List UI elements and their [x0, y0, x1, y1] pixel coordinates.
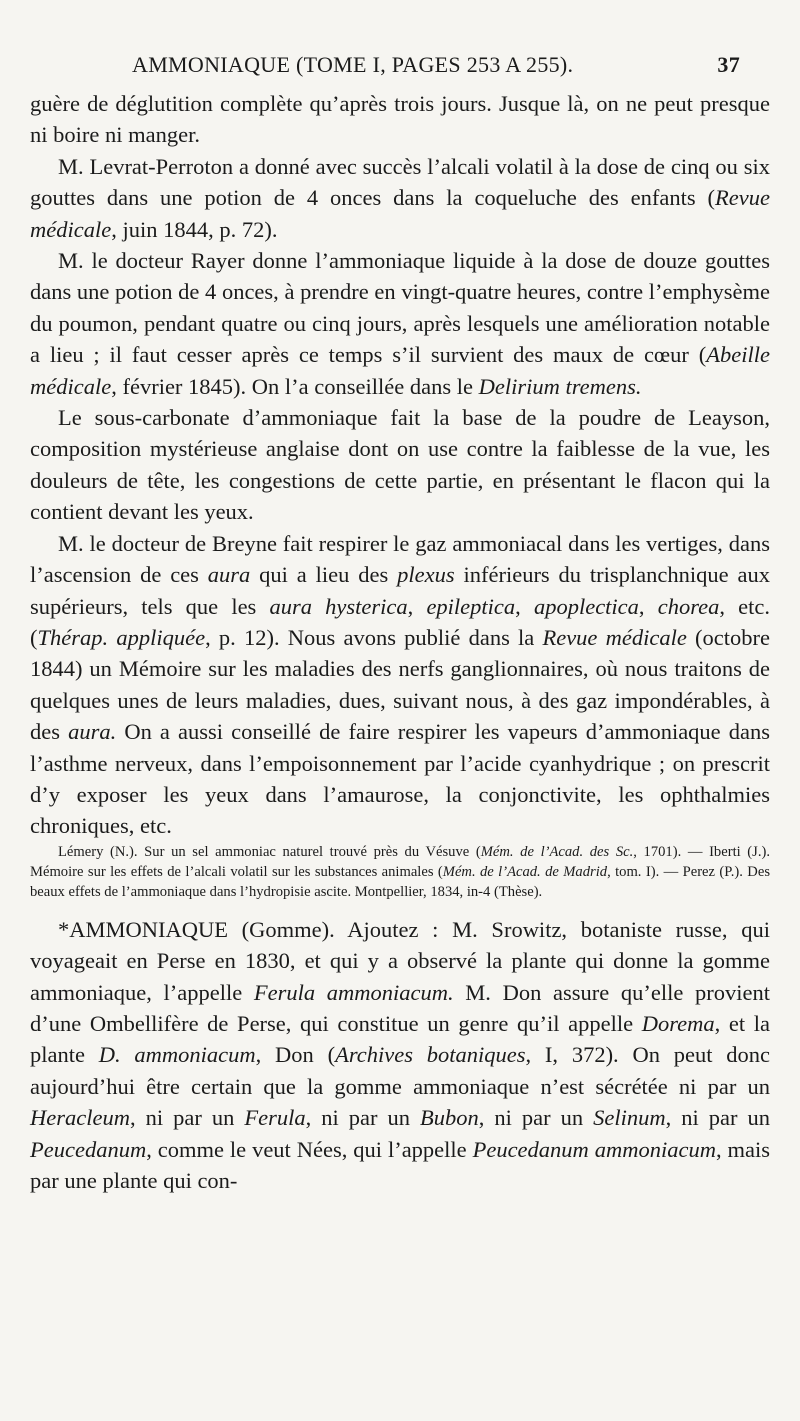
paragraph-de-breyne	[30, 528, 770, 842]
text-run: , p. 12). Nous avons publié dans la	[205, 624, 543, 650]
page-body	[30, 88, 770, 1196]
bibliography-note	[30, 842, 770, 902]
text-run: , etc. (	[30, 593, 771, 650]
paragraph-rayer	[30, 245, 770, 402]
text-run: Le sous-carbonate d’ammoniaque fait la base de la poudre de Leayson, composition mystérieuse anglaise dont on use contre la faiblesse de la vue, les douleurs de tête, les congestions de cette partie, en présentant le flacon qui la contient devant les yeux.	[30, 405, 770, 525]
text-run-italic: Delirium tremens.	[478, 373, 642, 399]
text-run-italic: aura hysterica	[269, 593, 408, 619]
text-run: , ni par un	[665, 1105, 771, 1131]
text-run-italic: plexus	[397, 562, 455, 588]
text-run: , ni par un	[478, 1105, 594, 1131]
text-run-italic: Selinum	[593, 1105, 666, 1131]
running-header	[60, 52, 740, 86]
page-number: 37	[717, 52, 740, 77]
text-run: ,	[515, 593, 534, 619]
text-run-italic: Ferula ammoniacum.	[253, 979, 454, 1005]
paragraph-sous-carbonate	[30, 402, 770, 528]
text-run-italic: Revue médicale	[542, 624, 687, 650]
text-run: M. Levrat-Perroton a donné avec succès l’alcali volatil à la dose de cinq ou six gouttes dans une potion de 4 onces dans la coqueluche des enfants (	[30, 153, 770, 211]
text-run: On a aussi conseillé de faire respirer les vapeurs d’ammoniaque dans l’asthme nerveux, dans l’empoisonnement par l’acide cyanhydrique ; on prescrit d’y exposer les yeux dans l’amaurose, la conjonctivite, les ophthalmies chroniques, etc.	[30, 719, 770, 839]
text-run: , février 1845). On l’a conseillée dans le	[111, 373, 479, 399]
text-run: , I, 372). On peut donc aujourd’hui être certain que la gomme ammoniaque n’est sécrétée ni par un	[30, 1042, 770, 1099]
text-run: , ni par un	[129, 1105, 245, 1131]
text-run-italic: epileptica	[426, 593, 516, 619]
text-run-italic: aura	[207, 562, 251, 588]
text-run: Lémery (N.). Sur un sel ammoniac naturel trouvé près du Vésuve (	[58, 843, 481, 860]
paragraph-levrat-perroton	[30, 151, 770, 245]
text-run: M. le docteur de Breyne fait respirer le gaz ammoniacal dans les vertiges, dans l’ascension de ces	[30, 530, 770, 588]
text-run-italic: Peucedanum ammoniacum	[472, 1136, 716, 1162]
text-run: , tom. I). — Perez (P.). Des beaux effets de l’ammoniaque dans l’hydropisie ascite. Montpellier, 1834, in-4 (Thèse).	[30, 863, 770, 900]
text-run-italic: Thérap. appliquée	[37, 624, 206, 650]
text-run-italic: Mém. de l’Acad. des Sc.	[480, 843, 634, 860]
text-run-italic: apoplectica	[533, 593, 639, 619]
text-run-italic: chorea	[657, 593, 720, 619]
entry-ammoniaque-gomme	[30, 914, 770, 1197]
text-run-italic: Abeille médicale	[30, 342, 770, 399]
text-run: (octobre 1844) un Mémoire sur les maladies des nerfs ganglionnaires, où nous traitons de quelques unes de leurs maladies, dues, suivant nous, à des gaz impondérables, à des	[30, 624, 770, 745]
running-title: AMMONIAQUE (TOME I, PAGES 253 A 255).	[132, 52, 574, 77]
text-run: , mais par une plante qui con-	[30, 1136, 771, 1193]
text-run-italic: Heracleum	[30, 1105, 130, 1131]
text-run: ,	[638, 593, 658, 619]
paragraph-continuation	[30, 88, 770, 151]
text-run-italic: Peucedanum	[30, 1136, 147, 1162]
text-run: M. le docteur Rayer donne l’ammoniaque liquide à la dose de douze gouttes dans une potion de 4 onces, à prendre en vingt-quatre heures, contre l’emphysème du poumon, pendant quatre ou cinq jours, après lesquels une amélioration notable a lieu ; il faut cesser après ce temps s’il survient des maux de cœur (	[30, 248, 770, 368]
text-run-italic: Dorema	[641, 1010, 715, 1036]
text-run-italic: Revue médicale	[30, 185, 770, 242]
text-run: , 1701). — Iberti (J.). Mémoire sur les effets de l’alcali volatil sur les substances animales (	[30, 843, 770, 880]
text-run: guère de déglutition complète qu’après trois jours. Jusque là, on ne peut presque ni boire ni manger.	[30, 91, 770, 148]
text-run-italic: Archives botaniques	[335, 1042, 526, 1068]
text-run: M. Don assure qu’elle provient d’une Ombellifère de Perse, qui constitue un genre qu’il appelle	[30, 979, 770, 1036]
text-run-italic: D. ammoniacum	[98, 1042, 256, 1068]
text-run-italic: Bubon	[420, 1105, 479, 1131]
text-run: , comme le veut Nées, qui l’appelle	[146, 1136, 473, 1162]
text-run: , et la plante	[30, 1010, 770, 1068]
text-run: inférieurs du trisplanchnique aux supérieurs, tels que les	[30, 562, 770, 619]
text-run: , Don (	[255, 1042, 336, 1068]
text-run: qui a lieu des	[250, 562, 398, 588]
text-run-italic: Ferula	[244, 1105, 306, 1131]
text-run: , ni par un	[305, 1105, 420, 1131]
text-run: *AMMONIAQUE (Gomme). Ajoutez : M. Srowitz, botaniste russe, qui voyageait en Perse en 1830, et qui y a observé la plante qui donne la gomme ammoniaque, l’appelle	[30, 916, 770, 1005]
text-run: , juin 1844, p. 72).	[111, 216, 278, 242]
text-run-italic: aura.	[68, 719, 117, 745]
text-run: ,	[407, 593, 427, 619]
text-run-italic: Mém. de l’Acad. de Madrid	[442, 863, 608, 880]
